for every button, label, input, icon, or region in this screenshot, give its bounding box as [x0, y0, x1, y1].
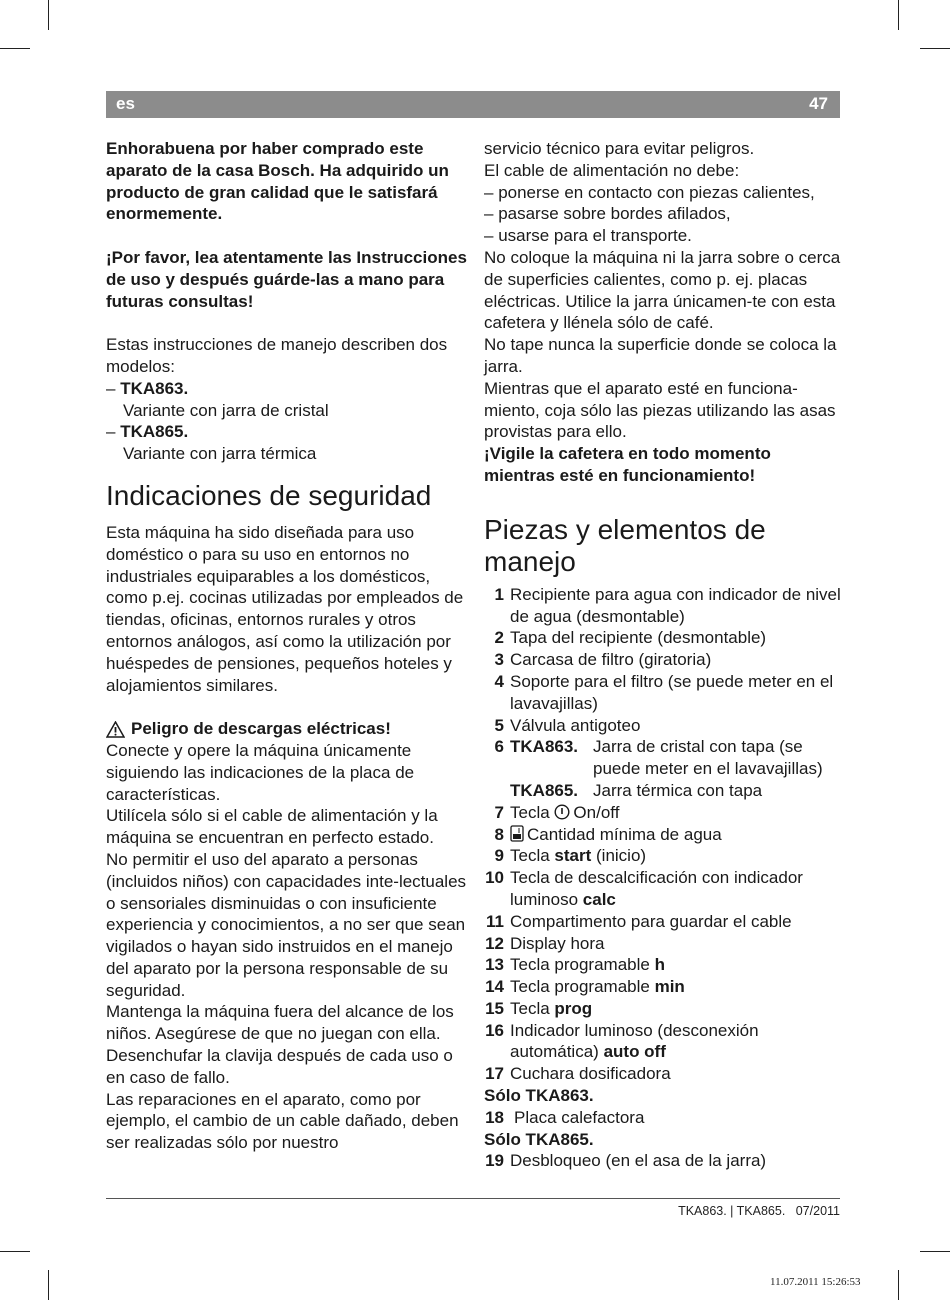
parts-list-item: [484, 976, 844, 998]
item-text-part: Tecla: [510, 998, 550, 1018]
item-text-part: Tecla programable: [510, 977, 650, 997]
page-number: 47: [809, 94, 828, 113]
item-text: [510, 845, 844, 867]
crop-mark: [48, 0, 49, 30]
warning-heading: [106, 718, 468, 740]
item-text: Compartimento para guardar el cable: [510, 911, 792, 931]
right-column: [484, 138, 844, 1172]
model-item: – TKA865.: [106, 422, 189, 442]
crop-mark: [0, 1251, 30, 1252]
footer-date: 07/2011: [795, 1204, 840, 1218]
warning-triangle-icon: [106, 721, 125, 738]
parts-list-item: [484, 845, 844, 867]
parts-list-item: [484, 715, 844, 737]
warning-title: Peligro de descargas eléctricas!: [131, 719, 391, 739]
parts-list-item: [484, 736, 844, 801]
intro-paragraph: Enhorabuena por haber comprado este aparato de la casa Bosch. Ha adquirido un producto de gran calidad que le satisfará enormemente.: [106, 139, 449, 224]
parts-list-item: [484, 1020, 844, 1064]
item-text: [510, 736, 844, 801]
item-text: Recipiente para agua con indicador de nivel de agua (desmontable): [510, 584, 841, 626]
parts-list-item: [484, 867, 844, 911]
safety-heading: Indicaciones de seguridad: [106, 479, 432, 511]
crop-mark: [48, 1270, 49, 1300]
jarra-paragraph: No coloque la máquina ni la jarra sobre o cerca de superficies calientes, como p. ej. placas eléctricas. Utilice la jarra únicamen-te con esta cafetera y llénela sólo de café.: [484, 247, 841, 333]
item-number: 11: [486, 911, 504, 931]
button-name: prog: [554, 998, 593, 1018]
power-icon: [554, 804, 570, 820]
page-header: [106, 91, 840, 118]
button-name: h: [654, 955, 665, 975]
vigile-paragraph: ¡Vigile la cafetera en todo momento mientras esté en funcionamiento!: [484, 444, 771, 485]
please-read-paragraph: ¡Por favor, lea atentamente las Instrucciones de uso y después guárde-las a mano para futuras consultas!: [106, 247, 467, 311]
footer-divider: [106, 1198, 840, 1199]
item-text: [510, 867, 844, 911]
parts-list-item: [484, 911, 844, 933]
item-number: 5: [494, 715, 504, 735]
model-description: Variante con jarra de cristal: [123, 400, 329, 420]
cable-item: – pasarse sobre bordes afilados,: [484, 204, 731, 224]
item-number: 16: [485, 1020, 504, 1040]
footer-models: TKA863. | TKA865.: [678, 1204, 786, 1218]
item-number: 3: [494, 650, 504, 670]
parts-list-item: [484, 998, 844, 1020]
item-text-part: Cantidad mínima de agua: [527, 824, 722, 844]
parts-list-item: [484, 802, 844, 824]
item-text-part: Indicador luminoso (desconexión automática): [510, 1020, 759, 1062]
cable-item-text: ponerse en contacto con piezas calientes,: [498, 182, 815, 202]
button-name: auto off: [603, 1042, 666, 1062]
model-description: Jarra de cristal con tapa (se puede meter en el lavavajillas): [593, 737, 823, 779]
item-number: 8: [494, 824, 504, 844]
item-number: 9: [494, 846, 504, 866]
item-number: 2: [494, 628, 504, 648]
model-description: Jarra térmica con tapa: [593, 780, 763, 800]
item-number: 1: [494, 584, 504, 604]
item-text: Placa calefactora: [514, 1107, 645, 1127]
model-name: TKA863.: [120, 378, 189, 398]
item-text: [510, 1020, 844, 1064]
item-text: [510, 998, 844, 1020]
item-text: Válvula antigoteo: [510, 715, 641, 735]
asas-paragraph: Mientras que el aparato esté en funciona-miento, coja sólo las piezas utilizando las asas provistas para ello.: [484, 378, 836, 442]
warning-paragraph: Utilícela sólo si el cable de alimentación y la máquina se encuentran en perfecto estado.: [106, 806, 438, 848]
parts-list-item: [484, 627, 844, 649]
parts-heading: Piezas y elementos de manejo: [484, 513, 766, 577]
button-name: calc: [582, 889, 616, 909]
item-text: [510, 802, 844, 824]
print-timestamp: 11.07.2011 15:26:53: [770, 1276, 861, 1288]
safety-paragraph: Esta máquina ha sido diseñada para uso doméstico o para su uso en entornos no industriales equiparables a los domésticos, como p.ej. cocinas utilizadas por empleados de tiendas, oficinas, entornos rurales y otros entornos análogos, así como la utilización por huéspedes de pensiones, pequeños hoteles y alojamientos similares.: [106, 522, 464, 695]
cable-intro: El cable de alimentación no debe:: [484, 160, 740, 180]
item-text: [510, 954, 844, 976]
warning-paragraph: Desenchufar la clavija después de cada uso o en caso de fallo.: [106, 1046, 453, 1087]
item-number: 6: [494, 737, 504, 757]
tape-paragraph: No tape nunca la superficie donde se coloca la jarra.: [484, 335, 837, 376]
item-number: 14: [485, 977, 504, 997]
water-level-icon: [510, 825, 524, 842]
item-number: 13: [485, 955, 504, 975]
left-column: [106, 138, 468, 1154]
parts-list-item: [484, 954, 844, 976]
crop-mark: [898, 1270, 899, 1300]
parts-list-item: [484, 671, 844, 715]
parts-list-item: [484, 584, 844, 628]
item-number: 10: [485, 868, 504, 888]
model-name: TKA865.: [510, 780, 579, 800]
item-number: 12: [485, 933, 504, 953]
parts-list-item: [484, 1107, 844, 1129]
item-text-part: On/off: [573, 802, 620, 822]
crop-mark: [920, 1251, 950, 1252]
item-text: Tapa del recipiente (desmontable): [510, 628, 767, 648]
item-text: Carcasa de filtro (giratoria): [510, 650, 712, 670]
language-code: es: [116, 94, 135, 113]
crop-mark: [920, 48, 950, 49]
model-only-label: Sólo TKA865.: [484, 1129, 594, 1149]
crop-mark: [898, 0, 899, 30]
parts-list-item: [484, 1063, 844, 1085]
parts-list-item: [484, 1150, 844, 1172]
model-only-label: Sólo TKA863.: [484, 1086, 594, 1106]
item-number: 17: [485, 1064, 504, 1084]
models-intro: Estas instrucciones de manejo describen dos modelos:: [106, 335, 448, 376]
cable-item-text: usarse para el transporte.: [498, 226, 692, 246]
page-footer: [678, 1204, 840, 1218]
item-text-part: (inicio): [596, 846, 647, 866]
warning-paragraph: Mantenga la máquina fuera del alcance de los niños. Asegúrese de que no juegan con ella.: [106, 1002, 454, 1044]
cable-item: – usarse para el transporte.: [484, 226, 692, 246]
button-name: min: [654, 977, 685, 997]
item-text-part: Tecla: [510, 802, 550, 822]
item-text: Cuchara dosificadora: [510, 1064, 671, 1084]
cable-item: – ponerse en contacto con piezas calientes,: [484, 182, 815, 202]
warning-paragraph: Las reparaciones en el aparato, como por ejemplo, el cambio de un cable dañado, deben ser realizadas sólo por nuestro: [106, 1089, 459, 1153]
item-text: Soporte para el filtro (se puede meter en el lavavajillas): [510, 671, 834, 713]
item-number: 18: [485, 1107, 504, 1127]
item-text: Display hora: [510, 933, 605, 953]
parts-list-item: [484, 649, 844, 671]
model-name: TKA865.: [120, 422, 189, 442]
crop-mark: [0, 48, 30, 49]
model-item: – TKA863.: [106, 378, 189, 398]
model-description: Variante con jarra térmica: [123, 444, 317, 464]
item-text-part: Tecla de descalcificación con indicador luminoso: [510, 868, 803, 909]
item-text: [510, 824, 844, 846]
item-text-part: Tecla: [510, 846, 550, 866]
item-number: 15: [485, 998, 504, 1018]
warning-paragraph: No permitir el uso del aparato a personas (incluidos niños) con capacidades inte-lectuales o sensoriales disminuidas o con insuficiente experiencia y conocimientos, a no ser que sean vigilados o hayan sido instruidos en el manejo del aparato por la persona responsable de su seguridad.: [106, 849, 467, 1000]
button-name: start: [554, 846, 592, 866]
item-number: 19: [485, 1151, 504, 1171]
item-number: 4: [494, 671, 504, 691]
item-text: Desbloqueo (en el asa de la jarra): [510, 1151, 767, 1171]
parts-list-item: [484, 824, 844, 846]
continued-text: servicio técnico para evitar peligros.: [484, 139, 755, 158]
parts-list-item: [484, 933, 844, 955]
model-name: TKA863.: [510, 737, 579, 757]
warning-paragraph: Conecte y opere la máquina únicamente siguiendo las indicaciones de la placa de características.: [106, 740, 415, 804]
item-text-part: Tecla programable: [510, 955, 650, 975]
cable-item-text: pasarse sobre bordes afilados,: [498, 204, 731, 224]
item-text: [510, 976, 844, 998]
item-number: 7: [494, 802, 504, 822]
